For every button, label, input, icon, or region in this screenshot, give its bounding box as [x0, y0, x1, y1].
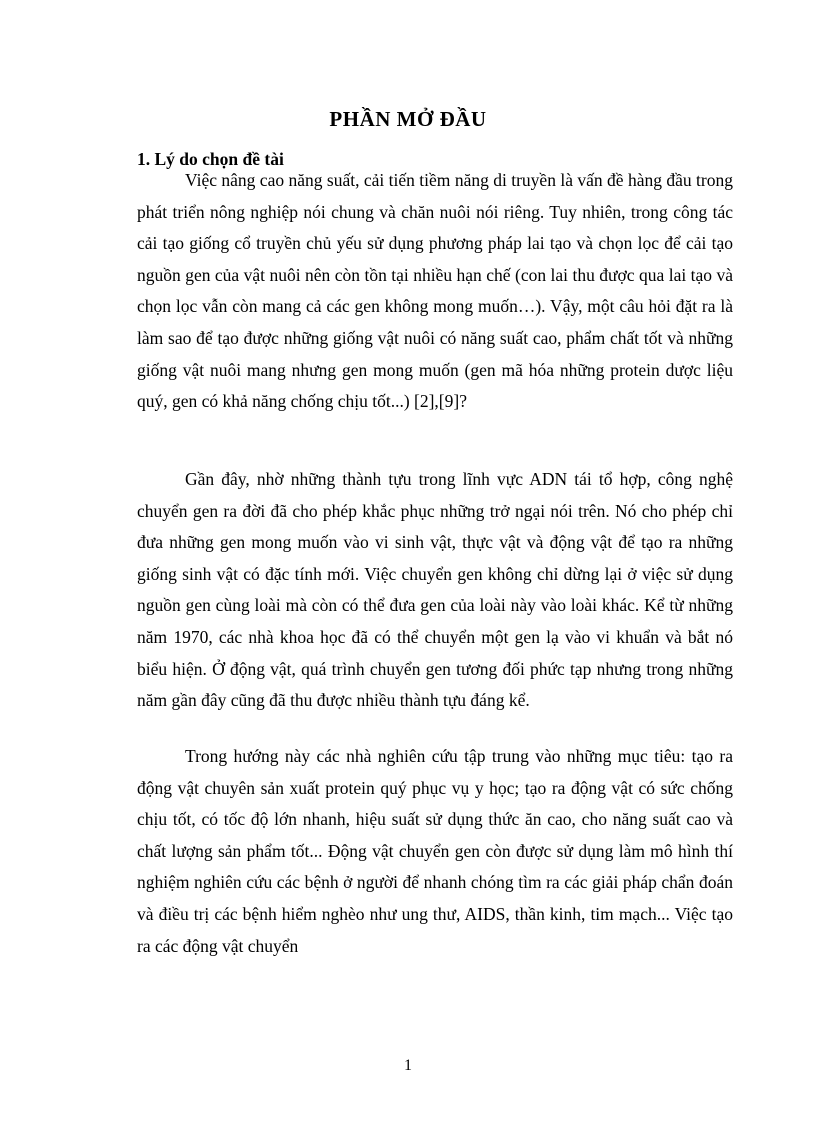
page-number: 1: [404, 1057, 412, 1074]
document-title: PHẦN MỞ ĐẦU: [329, 107, 487, 131]
body-paragraph: Việc nâng cao năng suất, cải tiến tiềm năng di truyền là vấn đề hàng đầu trong phát triển nông nghiệp nói chung và chăn nuôi nói riêng. Tuy nhiên, trong công tác cải tạo giống cổ truyền chủ yếu sử dụng phương pháp lai tạo và chọn lọc để cải tạo nguồn gen của vật nuôi nên còn tồn tại nhiều hạn chế (con lai thu được qua lai tạo và chọn lọc vẫn còn mang cả các gen không mong muốn…). Vậy, một câu hỏi đặt ra là làm sao để tạo được những giống vật nuôi có năng suất cao, phẩm chất tốt và những giống vật nuôi mang nhưng gen mong muốn (gen mã hóa những protein dược liệu quý, gen có khả năng chống chịu tốt...) [2],[9]?: [137, 170, 733, 412]
section-heading: 1. Lý do chọn đề tài: [137, 149, 284, 169]
body-paragraph: Trong hướng này các nhà nghiên cứu tập trung vào những mục tiêu: tạo ra động vật chuyên sản xuất protein quý phục vụ y học; tạo ra động vật có sức chống chịu tốt, có tốc độ lớn nhanh, hiệu suất sử dụng thức ăn cao, cho năng suất cao và chất lượng sản phẩm tốt... Động vật chuyển gen còn được sử dụng làm mô hình thí nghiệm nghiên cứu các bệnh ở người để nhanh chóng tìm ra các giải pháp chẩn đoán và điều trị các bệnh hiểm nghèo như ung thư, AIDS, thần kinh, tim mạch... Việc tạo ra các động vật chuyển: [137, 746, 733, 956]
body-paragraph: Gần đây, nhờ những thành tựu trong lĩnh vực ADN tái tổ hợp, công nghệ chuyển gen ra đời đã cho phép khắc phục những trở ngại nói trên. Nó cho phép chỉ đưa những gen mong muốn vào vi sinh vật, thực vật và động vật để tạo ra những giống sinh vật có đặc tính mới. Việc chuyển gen không chỉ dừng lại ở việc sử dụng nguồn gen cùng loài mà còn có thể đưa gen của loài này vào loài khác. Kể từ những năm 1970, các nhà khoa học đã có thể chuyển một gen lạ vào vi khuẩn và bắt nó biểu hiện. Ở động vật, quá trình chuyển gen tương đối phức tạp nhưng trong những năm gần đây cũng đã thu được nhiều thành tựu đáng kể.: [137, 469, 733, 711]
